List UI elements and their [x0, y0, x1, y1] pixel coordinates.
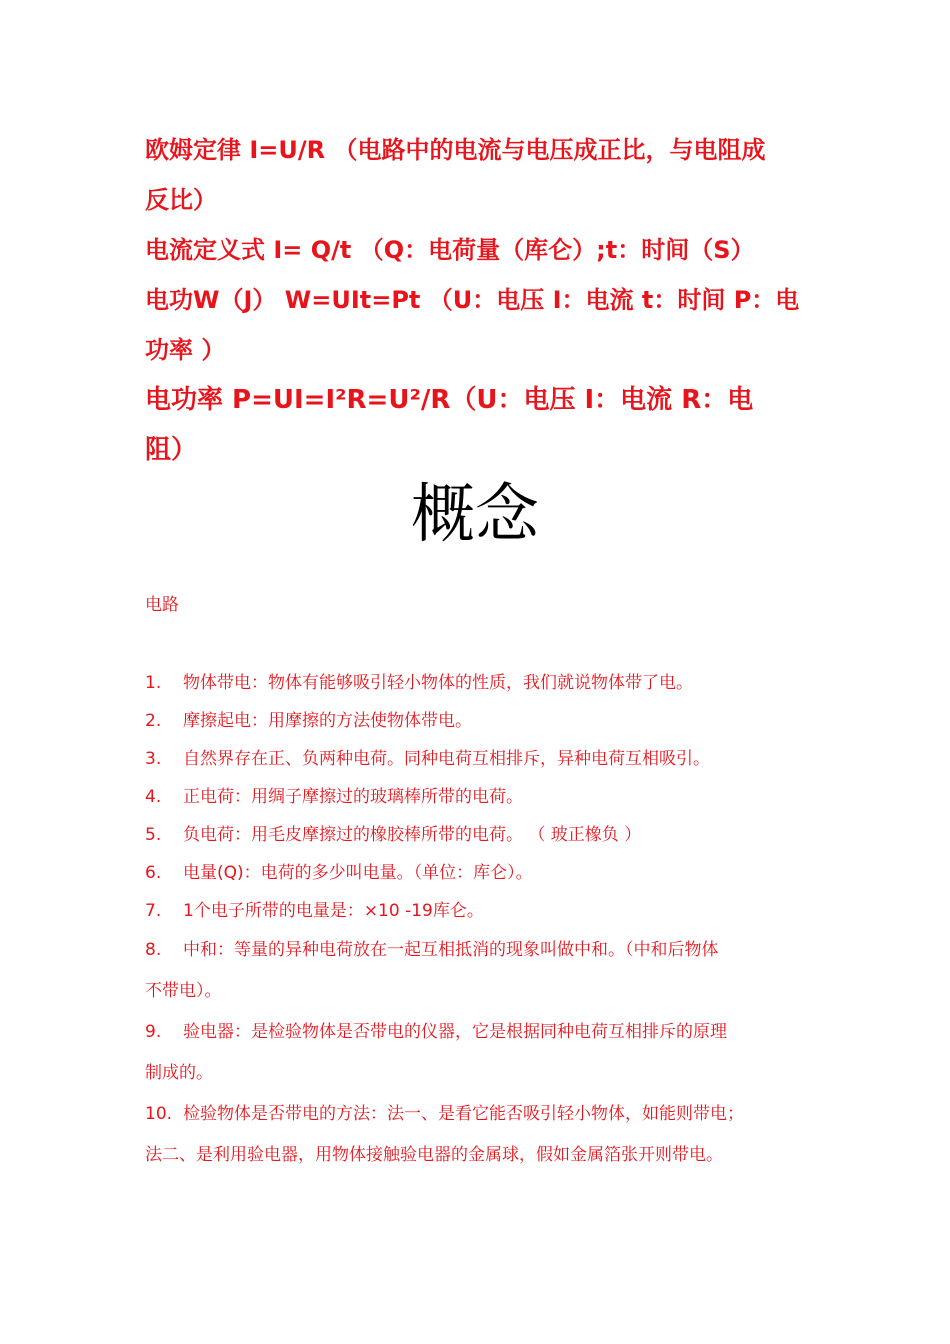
concept-number: 9.: [145, 1022, 162, 1042]
formula-list: [145, 125, 820, 475]
concept-number: 5.: [145, 825, 162, 845]
concept-text: 摩擦起电：用摩擦的方法使物体带电。: [183, 711, 472, 731]
concept-text: 1个电子所带的电量是：×10 -19库仑。: [183, 901, 484, 921]
concept-number: 8.: [145, 940, 162, 960]
concept-text: 验电器：是检验物体是否带电的仪器，它是根据同种电荷互相排斥的原理: [183, 1022, 727, 1042]
concept-number: 10.: [145, 1104, 173, 1124]
concept-text: 检验物体是否带电的方法：法一、是看它能否吸引轻小物体，如能则带电；: [183, 1104, 744, 1124]
concept-item: [145, 664, 820, 702]
formula-electric-power-line2: 阻）: [145, 435, 198, 465]
concept-text: 物体带电：物体有能够吸引轻小物体的性质，我们就说物体带了电。: [183, 673, 693, 693]
formula-ohms-law-line2: 反比）: [145, 186, 217, 214]
concept-text: 电量(Q)：电荷的多少叫电量。（单位：库仑）。: [183, 863, 533, 883]
concept-item: [145, 740, 820, 778]
concept-item: [145, 930, 820, 971]
concept-number: 4.: [145, 787, 162, 807]
concept-item: [145, 1012, 820, 1053]
concept-text: 正电荷：用绸子摩擦过的玻璃棒所带的电荷。: [183, 787, 523, 807]
concept-number: 6.: [145, 863, 162, 883]
concept-item: [145, 816, 820, 854]
concept-number: 7.: [145, 901, 162, 921]
formula-current-definition: 电流定义式 I= Q/t （Q：电荷量（库仑）;t：时间（S）: [145, 236, 755, 264]
formula-electric-power-line1: 电功率 P=UI=I²R=U²/R（U：电压 I：电流 R：电: [145, 385, 754, 415]
section-label-circuit: 电路: [145, 595, 179, 615]
concept-item: [145, 778, 820, 816]
formula-electric-work-line1: 电功W（J） W=UIt=Pt （U：电压 I：电流 t：时间 P：电: [145, 286, 800, 314]
concept-item: [145, 892, 820, 930]
concept-text: 负电荷：用毛皮摩擦过的橡胶棒所带的电荷。 （ 玻正橡负 ）: [183, 825, 642, 845]
concept-text: 中和：等量的异种电荷放在一起互相抵消的现象叫做中和。（中和后物体: [183, 940, 719, 960]
concept-item-continuation: 法二、是利用验电器，用物体接触验电器的金属球，假如金属箔张开则带电。: [145, 1145, 723, 1165]
section-title: 概念: [411, 478, 539, 552]
formula-ohms-law-line1: 欧姆定律 I=U/R （电路中的电流与电压成正比，与电阻成: [145, 136, 766, 164]
concept-list: [145, 664, 820, 1176]
concept-text: 自然界存在正、负两种电荷。同种电荷互相排斥，异种电荷互相吸引。: [183, 749, 710, 769]
concept-number: 3.: [145, 749, 162, 769]
concept-item-continuation: 不带电）。: [145, 981, 222, 1001]
concept-item: [145, 854, 820, 892]
formula-electric-work-line2: 功率 ）: [145, 336, 226, 364]
concept-item-continuation: 制成的。: [145, 1063, 213, 1083]
concept-number: 1.: [145, 673, 162, 693]
concept-number: 2.: [145, 711, 162, 731]
concept-item: [145, 702, 820, 740]
concept-item: [145, 1094, 820, 1135]
